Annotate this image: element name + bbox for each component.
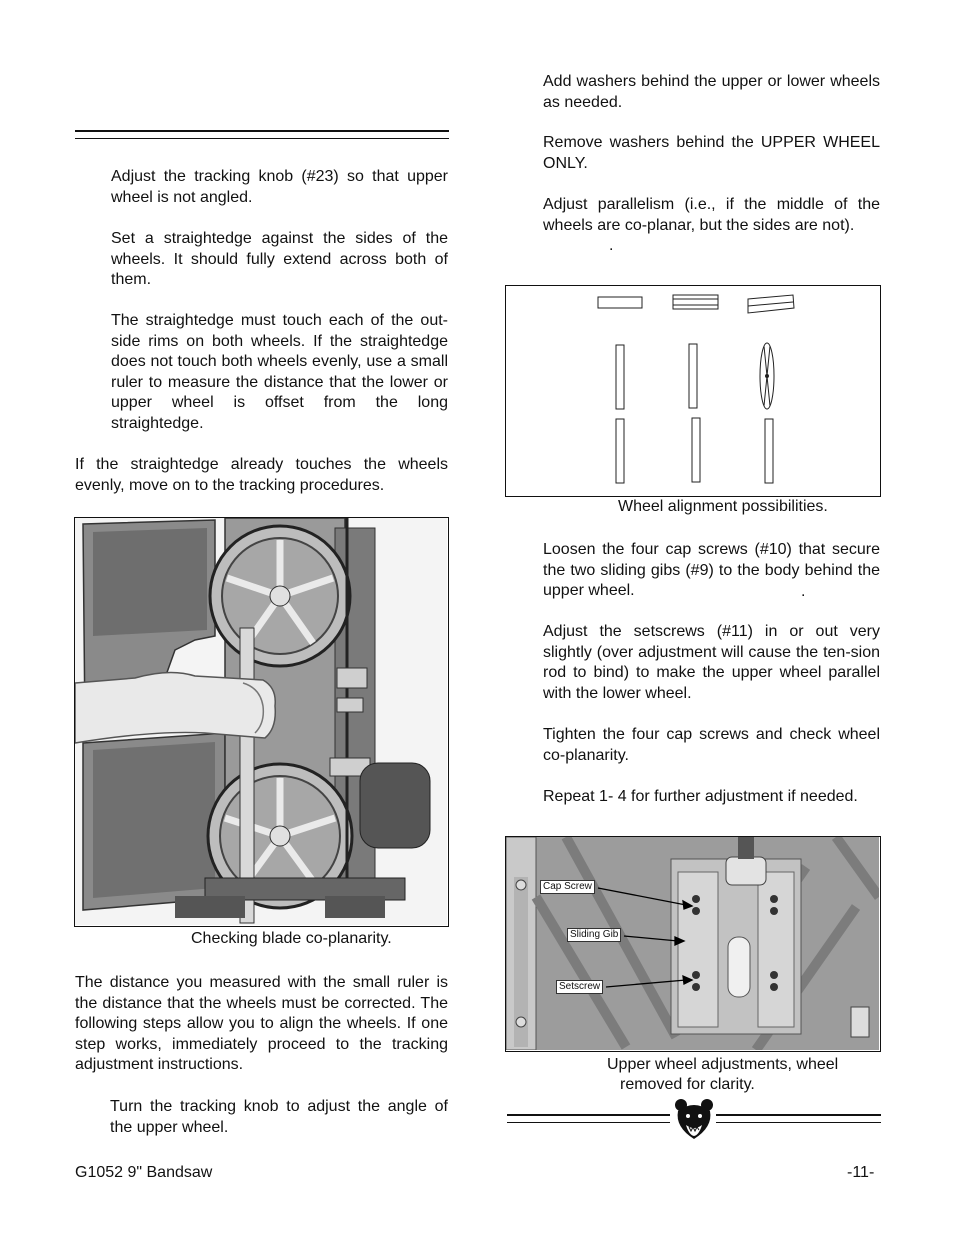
section-heading-rule-bottom <box>75 138 449 139</box>
step-adjust-parallelism: Adjust parallelism (i.e., if the middle of the wheels are co-planar, but the sides are not). <box>543 196 880 234</box>
step-adjust-tracking-knob: Adjust the tracking knob (#23) so that upper wheel is not angled. <box>111 168 448 206</box>
logo-divider-right-bottom <box>716 1122 881 1123</box>
callout-sliding-gib: Sliding Gib <box>567 928 621 942</box>
wheel-alignment-figures <box>506 286 879 495</box>
step-repeat: Repeat 1- 4 for further adjustment if needed. <box>543 788 858 805</box>
distance-paragraph: The distance you measured with the small ruler is the distance that the wheels must be corrected. The following steps allow you to align the wheels. If one step works, immediately proceed to the tracking adjustment instructions. <box>75 974 448 1074</box>
callout-setscrew: Setscrew <box>556 980 603 994</box>
step-adjust-parallelism-tail: . <box>609 237 614 254</box>
step-turn-tracking-knob: Turn the tracking knob to adjust the angle of the upper wheel. <box>110 1098 448 1136</box>
step-remove-washers: Remove washers behind the UPPER WHEEL ONLY. <box>543 134 880 172</box>
bandsaw-photo <box>74 517 449 927</box>
upper-wheel-photo-caption-line1: Upper wheel adjustments, wheel <box>607 1056 839 1073</box>
step-adjust-setscrews: Adjust the setscrews (#11) in or out very slightly (over adjustment will cause the ten-sion rod to bind) to make the upper wheel parallel with the lower wheel. <box>543 623 880 702</box>
upper-wheel-adjustment-photo <box>505 836 881 1052</box>
bandsaw-photo-illustration <box>75 518 447 925</box>
step-straightedge-must-touch: The straightedge must touch each of the out-side rims on both wheels. If the straightedge does not touch both wheels evenly, use a small ruler to measure the distance that the lower or upper wheel is offset from the long straightedge. <box>111 312 448 432</box>
step-set-straightedge: Set a straightedge against the sides of the wheels. It should fully extend across both of them. <box>111 230 448 289</box>
logo-divider-right-top <box>716 1114 881 1116</box>
upper-wheel-photo-caption-line2: removed for clarity. <box>620 1076 755 1093</box>
callout-cap-screw: Cap Screw <box>540 880 595 894</box>
step-loosen-cap-screws: Loosen the four cap screws (#10) that secure the two sliding gibs (#9) to the body behind the upper wheel. <box>543 541 880 600</box>
logo-divider-left-top <box>507 1114 670 1116</box>
footer-model: G1052 9" Bandsaw <box>75 1164 213 1181</box>
section-heading-rule-top <box>75 130 449 132</box>
wheel-alignment-caption: Wheel alignment possibilities. <box>618 498 828 515</box>
wheel-alignment-diagram <box>505 285 881 497</box>
logo-divider-left-bottom <box>507 1122 670 1123</box>
step-loosen-tail: . <box>801 583 806 600</box>
footer-page-number: -11- <box>847 1164 875 1181</box>
note-straightedge-touches: If the straightedge already touches the wheels evenly, move on to the tracking procedures. <box>75 456 448 494</box>
step-add-washers: Add washers behind the upper or lower wheels as needed. <box>543 73 880 111</box>
step-tighten-cap-screws: Tighten the four cap screws and check wheel co-planarity. <box>543 726 880 764</box>
bear-logo-icon <box>673 1097 715 1141</box>
bandsaw-photo-caption: Checking blade co-planarity. <box>191 930 392 947</box>
upper-wheel-adjustment-illustration <box>506 837 879 1050</box>
